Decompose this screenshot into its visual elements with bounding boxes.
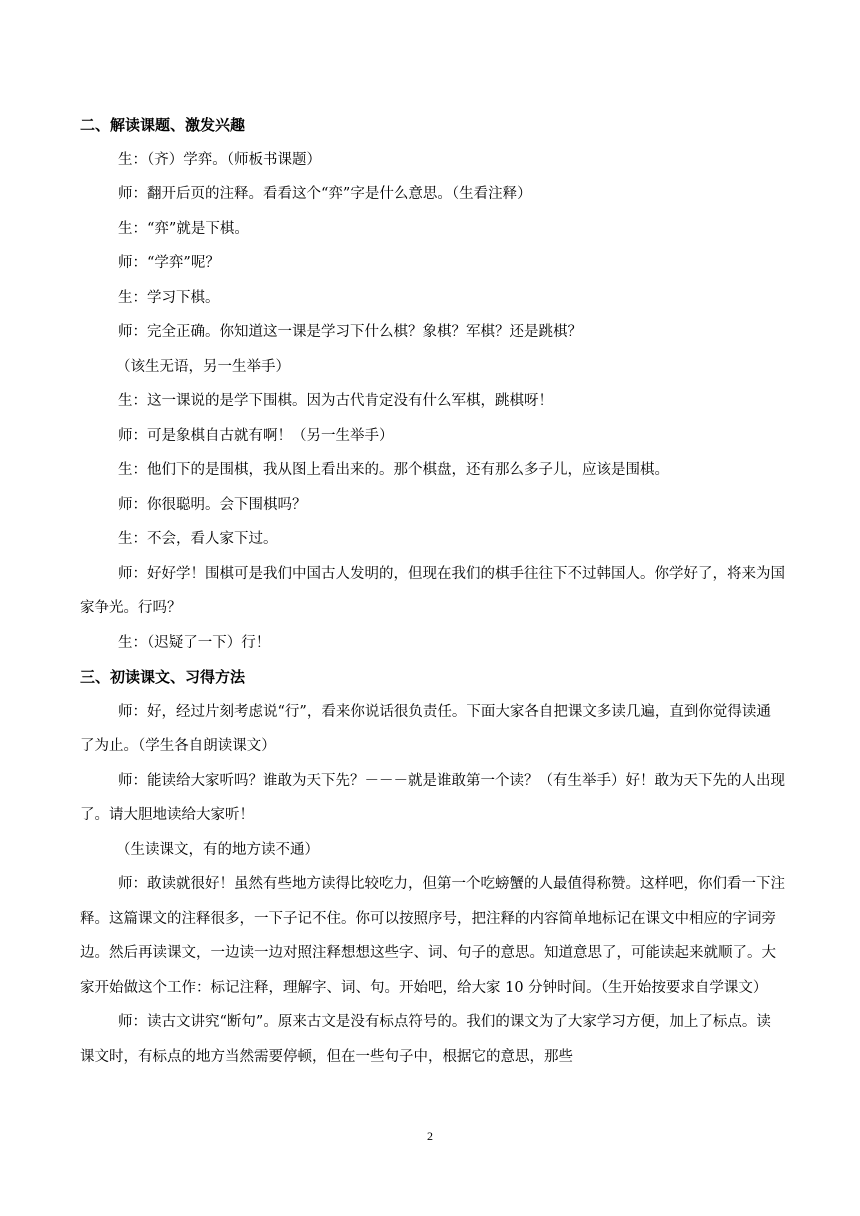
dialogue-line: 师：翻开后页的注释。看看这个“弈”字是什么意思。（生看注释） [118,186,532,202]
dialogue-line: 生：（迟疑了一下）行！ [118,634,271,651]
stage-note: （该生无语，另一生举手） [116,358,290,375]
dialogue-line: 生：“弈”就是下棋。 [118,220,249,237]
dialogue-line: 生：这一课说的是学下围棋。因为古代肯定没有什么军棋，跳棋呀！ [118,393,553,409]
page-number: 2 [427,1129,433,1143]
stage-note: （生读课文，有的地方读不通） [116,841,319,858]
dialogue-line: 生：学习下棋。 [118,289,220,306]
dialogue-line: 师：好好学！围棋可是我们中国古人发明的，但现在我们的棋手往往下不过韩国人。你学好了，将来为国家争光。行吗？ [80,565,785,616]
dialogue-line: 师：“学弈”呢？ [118,255,220,271]
section-heading: 二、解读课题、激发兴趣 [80,116,246,134]
dialogue-line: 师：可是象棋自古就有啊！（另一生举手） [118,427,394,444]
dialogue-line: 师：读古文讲究“断句”。原来古文是没有标点符号的。我们的课文为了大家学习方便，加上了标点。读课文时，有标点的地方当然需要停顿，但在一些句子中，根据它的意思，那些 [80,1014,771,1065]
section-heading: 三、初读课文、习得方法 [80,668,246,686]
dialogue-line: 生：他们下的是围棋，我从图上看出来的。那个棋盘，还有那么多子儿，应该是围棋。 [118,462,669,478]
document-body [80,108,785,1074]
dialogue-line: 师：好，经过片刻考虑说“行”，看来你说话很负责任。下面大家各自把课文多读几遍，直到你觉得读通了为止。（学生各自朗读课文） [80,703,771,754]
dialogue-line: 生：不会，看人家下过。 [118,531,278,547]
dialogue-line: 师：敢读就很好！虽然有些地方读得比较吃力，但第一个吃螃蟹的人最值得称赞。这样吧，你们看一下注释。这篇课文的注释很多，一下子记不住。你可以按照序号，把注释的内容简单地标记在课文中相应的字词旁边。然后再读课文，一边读一边对照注释想想这些字、词、句子的意思。知道意思了，可能读起来就顺了。大家开始做这个工作：标记注释，理解字、词、句。开始吧，给大家 10 分钟时间。（生开始按要求自学课文） [80,876,785,996]
dialogue-line: 生：（齐）学弈。（师板书课题） [118,151,321,168]
dialogue-line: 师：你很聪明。会下围棋吗？ [118,496,307,513]
dialogue-line: 师：完全正确。你知道这一课是学习下什么棋？象棋？军棋？还是跳棋？ [118,324,582,340]
dialogue-line: 师：能读给大家听吗？谁敢为天下先？－－－就是谁敢第一个读？（有生举手）好！敢为天下先的人出现了。请大胆地读给大家听！ [80,772,785,823]
